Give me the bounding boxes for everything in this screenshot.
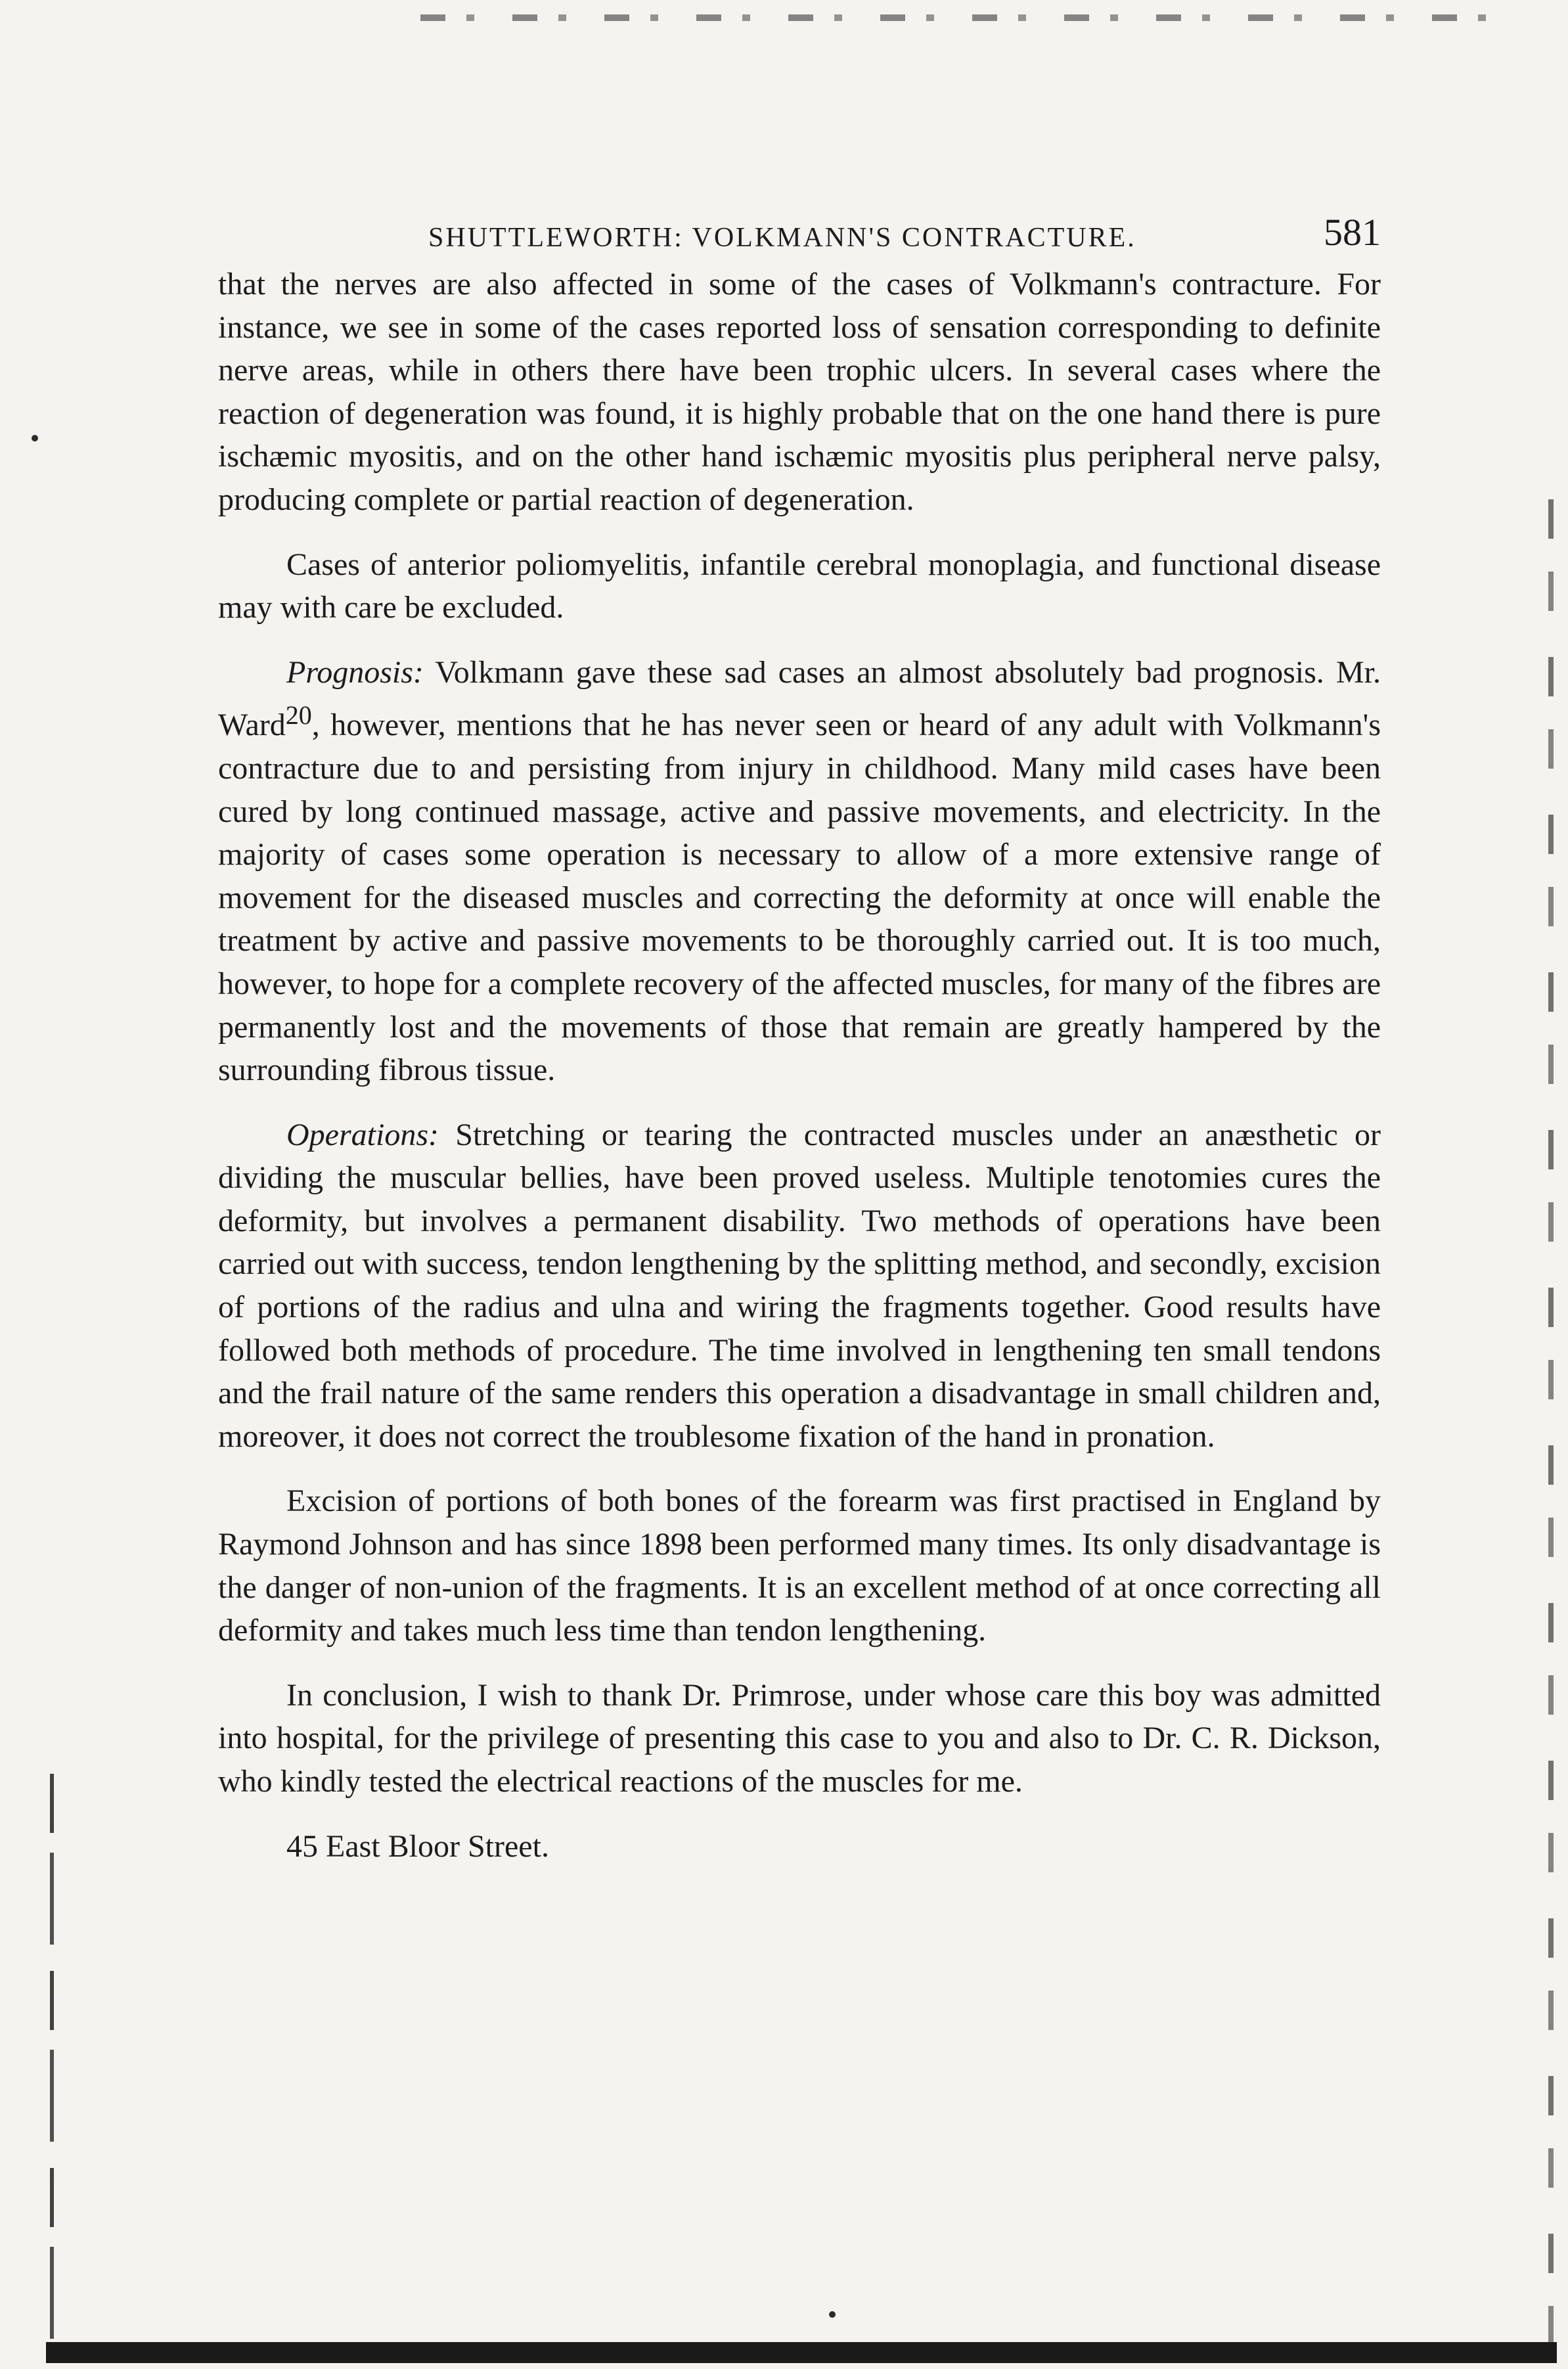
page bbox=[218, 210, 1381, 1889]
prognosis-heading: Prognosis: bbox=[286, 654, 424, 690]
address: 45 East Bloor Street. bbox=[286, 1828, 549, 1864]
prognosis-text-b: , however, mentions that he has never seen or heard of any adult with Volkmann's contracture due to and persisting from injury in childhood. Many mild cases have been cured by long continued massage, active and passive movements, and electricity. In the majority of cases some operation is necessary to allow of a more extensive range of movement for the diseased muscles and correcting the deformity at once will enable the treatment by active and passive movements to be thoroughly carried out. It is too much, however, to hope for a complete recovery of the affected muscles, for many of the fibres are permanently lost and the movements of those that remain are greatly hampered by the surrounding fibrous tissue. bbox=[218, 708, 1381, 1088]
scan-edge-right bbox=[1548, 499, 1554, 2352]
paragraph-prognosis bbox=[218, 651, 1381, 1092]
scan-speck bbox=[829, 2311, 836, 2318]
scan-edge-left bbox=[50, 1774, 54, 2352]
paragraph-operations bbox=[218, 1114, 1381, 1458]
running-title: SHUTTLEWORTH: VOLKMANN'S CONTRACTURE. bbox=[428, 223, 1136, 253]
scan-speck bbox=[32, 435, 38, 441]
paragraph-excision: Excision of portions of both bones of the forearm was first practised in England by Raymond Johnson and has since 1898 been performed many times. Its only disadvantage is the danger of non-union of the fragments. It is an excellent method of at once correcting all deformity and takes much less time than tendon lengthening. bbox=[218, 1483, 1381, 1648]
paragraph-differential: Cases of anterior poliomyelitis, infantile cerebral monoplagia, and functional disease may with care be excluded. bbox=[218, 547, 1381, 625]
paragraph-conclusion: In conclusion, I wish to thank Dr. Primrose, under whose care this boy was admitted into hospital, for the privilege of presenting this case to you and also to Dr. C. R. Dickson, who kindly tested the electrical reactions of the muscles for me. bbox=[218, 1677, 1381, 1799]
running-head bbox=[218, 210, 1381, 263]
operations-text: Stretching or tearing the contracted muscles under an anæsthetic or dividing the muscular bellies, have been proved useless. Multiple tenotomies cures the deformity, but involves a permanent disability. Two methods of operations have been carried out with success, tendon lengthening by the splitting method, and secondly, excision of portions of the radius and ulna and wiring the fragments together. Good results have followed both methods of procedure. The time involved in lengthening ten small tendons and the frail nature of the same renders this operation a disadvantage in small children and, moreover, it does not correct the troublesome fixation of the hand in pronation. bbox=[218, 1117, 1381, 1454]
paragraph-nerves: that the nerves are also affected in some of the cases of Volkmann's contracture. For instance, we see in some of the cases reported loss of sensation corresponding to definite nerve areas, while in others there have been trophic ulcers. In several cases where the reaction of degeneration was found, it is highly probable that on the one hand there is pure ischæmic myositis, and on the other hand ischæmic myositis plus peripheral nerve palsy, producing complete or partial reaction of degeneration. bbox=[218, 267, 1381, 517]
prognosis-text-a: Volkmann gave these sad cases an almost absolutely bad prognosis. Mr. Ward bbox=[218, 654, 1381, 743]
scan-edge-bottom bbox=[46, 2342, 1557, 2363]
citation-ward: 20 bbox=[285, 700, 312, 731]
scan-noise-top bbox=[420, 14, 1511, 21]
page-number: 581 bbox=[1324, 211, 1381, 254]
operations-heading: Operations: bbox=[286, 1117, 439, 1152]
